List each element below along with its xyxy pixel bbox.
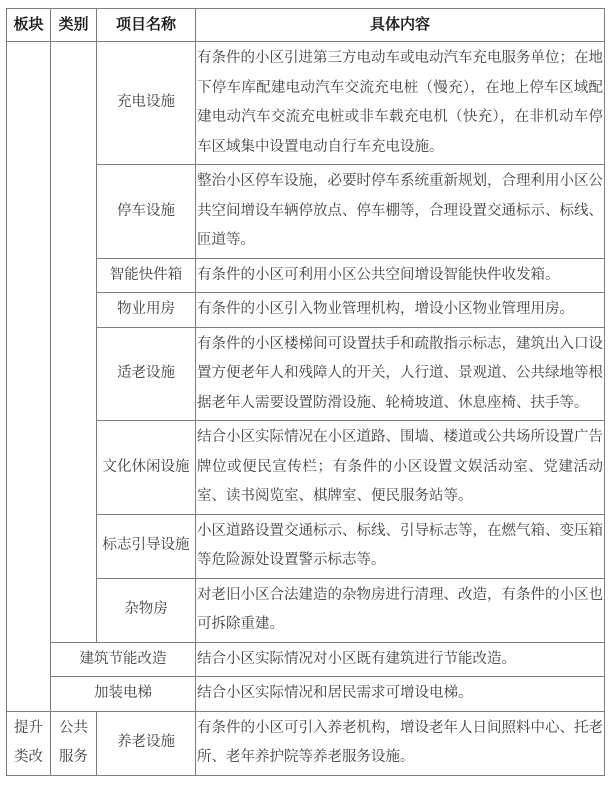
header-cell-project-name: 项目名称 — [97, 9, 196, 42]
project-name-cell: 文化休闲设施 — [97, 421, 196, 515]
header-row — [7, 9, 605, 42]
table-row-energy-saving — [7, 642, 605, 677]
content-cell: 有条件的小区引入物业管理机构，增设小区物业管理用房。 — [196, 293, 605, 328]
table-row-property-office — [7, 293, 605, 328]
project-name-span-cell: 加装电梯 — [51, 677, 196, 712]
project-name-cell: 养老设施 — [97, 711, 196, 775]
content-cell: 小区道路设置交通标示、标线、引导标志等，在燃气箱、变压箱等危险源处设置警示标志等。 — [196, 514, 605, 578]
table-row-parking — [7, 165, 605, 259]
table-row-elevator — [7, 677, 605, 712]
table-row-storage-room — [7, 578, 605, 642]
content-cell: 结合小区实际情况在小区道路、围墙、楼道或公共场所设置广告牌位或便民宣传栏；有条件的小区设置文娱活动室、党建活动室、读书阅览室、棋牌室、便民服务站等。 — [196, 421, 605, 515]
table-row-elderly-friendly — [7, 327, 605, 421]
table-row-culture-leisure — [7, 421, 605, 515]
content-cell: 有条件的小区可引入养老机构，增设老年人日间照料中心、托老所、老年养护院等养老服务设施。 — [196, 711, 605, 775]
content-cell: 有条件的小区楼梯间可设置扶手和疏散指示标志，建筑出入口设置方便老年人和残障人的开关，人行道、景观道、公共绿地等根据老年人需要设置防滑设施、轮椅坡道、休息座椅、扶手等。 — [196, 327, 605, 421]
content-cell: 整治小区停车设施，必要时停车系统重新规划，合理利用小区公共空间增设车辆停放点、停车棚等，合理设置交通标示、标线、匝道等。 — [196, 165, 605, 259]
category-merged-cell — [51, 42, 97, 643]
table-row-smart-lockers — [7, 258, 605, 293]
table-row-signage — [7, 514, 605, 578]
header-cell-section: 板块 — [7, 9, 51, 42]
table-row-charging — [7, 42, 605, 165]
project-name-span-cell: 建筑节能改造 — [51, 642, 196, 677]
project-name-cell: 杂物房 — [97, 578, 196, 642]
content-cell: 结合小区实际情况对小区既有建筑进行节能改造。 — [196, 642, 605, 677]
header-cell-category: 类别 — [51, 9, 97, 42]
section-merged-cell — [7, 42, 51, 712]
project-name-cell: 物业用房 — [97, 293, 196, 328]
project-name-cell: 充电设施 — [97, 42, 196, 165]
category-cell: 公共服务 — [51, 711, 97, 775]
project-name-cell: 停车设施 — [97, 165, 196, 259]
project-name-cell: 标志引导设施 — [97, 514, 196, 578]
renovation-table — [6, 8, 605, 776]
project-name-cell: 智能快件箱 — [97, 258, 196, 293]
section-cell: 提升类改 — [7, 711, 51, 775]
project-name-cell: 适老设施 — [97, 327, 196, 421]
content-cell: 有条件的小区引进第三方电动车或电动汽车充电服务单位；在地下停车库配建电动汽车交流充电桩（慢充），在地上停车区域配建电动汽车交流充电桩或非车载充电机（快充），在非机动车停车区域集中设置电动自行车充电设施。 — [196, 42, 605, 165]
header-cell-content: 具体内容 — [196, 9, 605, 42]
content-cell: 有条件的小区可利用小区公共空间增设智能快件收发箱。 — [196, 258, 605, 293]
content-cell: 结合小区实际情况和居民需求可增设电梯。 — [196, 677, 605, 712]
content-cell: 对老旧小区合法建造的杂物房进行清理、改造，有条件的小区也可拆除重建。 — [196, 578, 605, 642]
table-row-elderly-care — [7, 711, 605, 775]
